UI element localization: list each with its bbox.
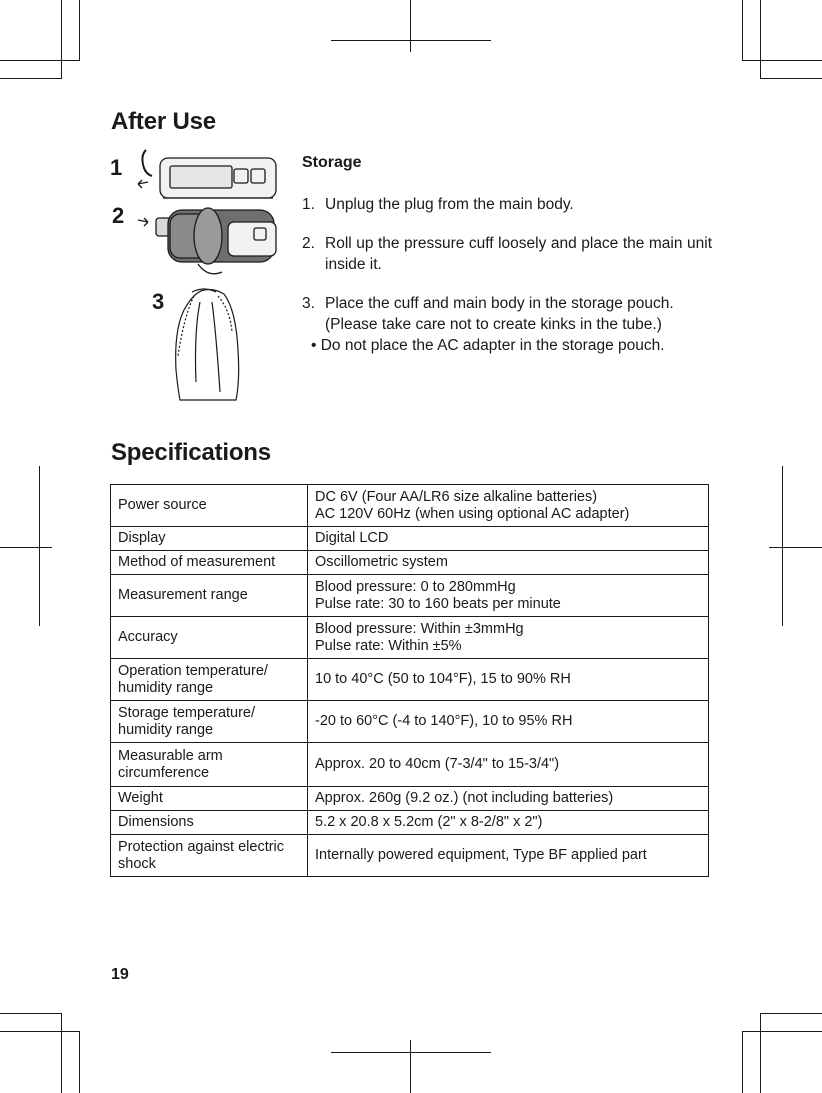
page-number: 19 xyxy=(111,966,129,983)
step-number: 3. xyxy=(302,295,315,312)
spec-label: Storage temperature/ humidity range xyxy=(111,701,308,743)
step-number: 1. xyxy=(302,196,315,213)
figure-label-2: 2 xyxy=(112,203,125,228)
table-row xyxy=(111,659,709,701)
spec-value: DC 6V (Four AA/LR6 size alkaline batteries) AC 120V 60Hz (when using optional AC adapter) xyxy=(308,485,709,527)
figure-label-3: 3 xyxy=(152,289,165,314)
rolled-cuff-drawing xyxy=(138,208,276,274)
spec-label: Operation temperature/ humidity range xyxy=(111,659,308,701)
table-row xyxy=(111,787,709,811)
specifications-table xyxy=(110,484,709,877)
table-row xyxy=(111,617,709,659)
kink-note: (Please take care not to create kinks in the tube.) xyxy=(325,316,662,333)
table-row xyxy=(111,575,709,617)
main-unit-drawing xyxy=(138,150,276,198)
table-row xyxy=(111,551,709,575)
spec-label: Method of measurement xyxy=(111,551,308,575)
step-text: Place the cuff and main body in the storage pouch. xyxy=(325,295,674,312)
table-row xyxy=(111,743,709,787)
table-row xyxy=(111,701,709,743)
spec-value: 5.2 x 20.8 x 5.2cm (2" x 8-2/8" x 2") xyxy=(308,811,709,835)
figure-label-1: 1 xyxy=(110,155,123,180)
spec-value: Approx. 20 to 40cm (7-3/4" to 15-3/4") xyxy=(308,743,709,787)
step-text: Unplug the plug from the main body. xyxy=(325,196,574,213)
spec-label: Measurement range xyxy=(111,575,308,617)
spec-label: Display xyxy=(111,527,308,551)
spec-value: Digital LCD xyxy=(308,527,709,551)
after-use-heading: After Use xyxy=(111,108,216,135)
storage-pouch-drawing xyxy=(176,289,239,400)
storage-heading: Storage xyxy=(302,154,362,171)
storage-illustration xyxy=(108,142,288,404)
table-row xyxy=(111,835,709,877)
spec-value: Blood pressure: Within ±3mmHg Pulse rate: Within ±5% xyxy=(308,617,709,659)
table-row xyxy=(111,811,709,835)
storage-step-2 xyxy=(302,233,712,275)
table-row xyxy=(111,527,709,551)
spec-value: Internally powered equipment, Type BF applied part xyxy=(308,835,709,877)
storage-section xyxy=(302,152,712,356)
spec-label: Power source xyxy=(111,485,308,527)
step-text: Roll up the pressure cuff loosely and place the main unit inside it. xyxy=(325,235,712,273)
spec-value: Blood pressure: 0 to 280mmHg Pulse rate: 30 to 160 beats per minute xyxy=(308,575,709,617)
table-row xyxy=(111,485,709,527)
storage-step-3 xyxy=(302,293,712,314)
spec-value: 10 to 40°C (50 to 104°F), 15 to 90% RH xyxy=(308,659,709,701)
storage-step-1 xyxy=(302,194,712,215)
spec-label: Accuracy xyxy=(111,617,308,659)
spec-label: Measurable arm circumference xyxy=(111,743,308,787)
spec-label: Protection against electric shock xyxy=(111,835,308,877)
adapter-warning: • Do not place the AC adapter in the storage pouch. xyxy=(311,337,665,354)
step-number: 2. xyxy=(302,235,315,252)
spec-label: Dimensions xyxy=(111,811,308,835)
spec-label: Weight xyxy=(111,787,308,811)
spec-value: -20 to 60°C (-4 to 140°F), 10 to 95% RH xyxy=(308,701,709,743)
specifications-heading: Specifications xyxy=(111,439,271,466)
spec-value: Approx. 260g (9.2 oz.) (not including batteries) xyxy=(308,787,709,811)
spec-value: Oscillometric system xyxy=(308,551,709,575)
